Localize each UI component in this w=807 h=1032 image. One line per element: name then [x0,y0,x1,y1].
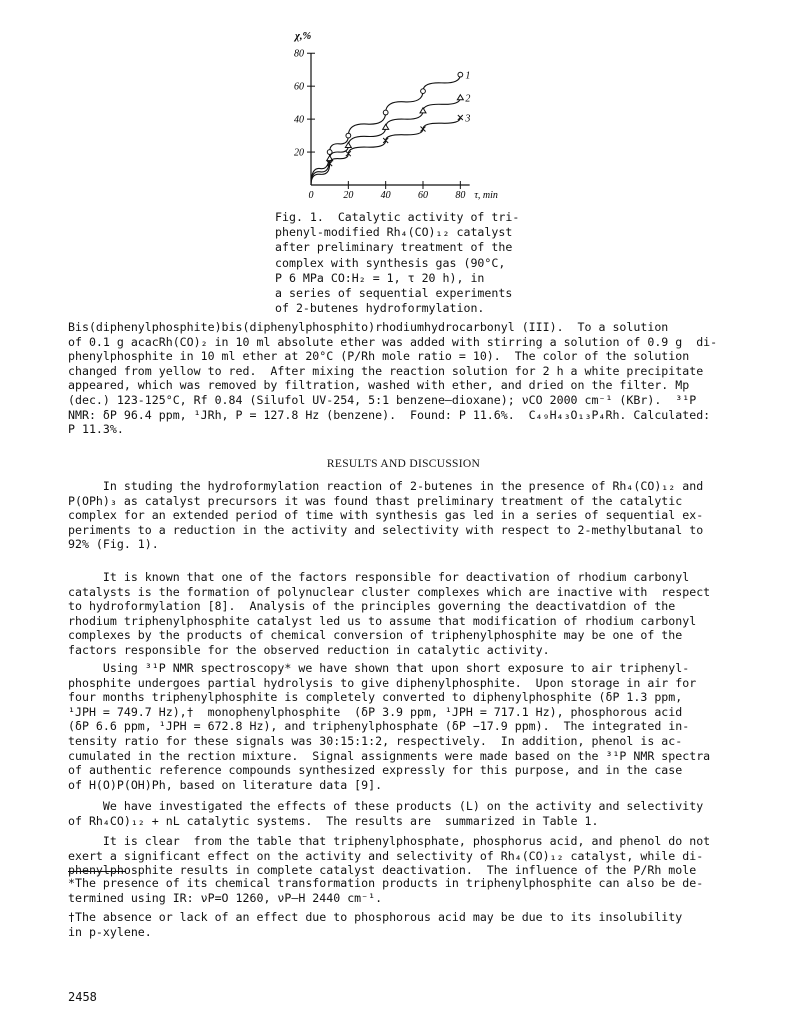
series-label: 2 [465,93,471,105]
x-axis-label: τ, min [474,190,498,201]
paragraph-5: It is clear from the table that triphenylphosphate, phosphorus acid, and phenol do not exert a significant effect on the activity and selectivity of Rh₄(CO)₁₂ catalyst, while di- phenylphosphite results in complete catalyst deactivation. The influence of the P/Rh mole [68,834,711,878]
figure-1-chart [0,0,807,215]
paragraph-4: We have investigated the effects of these products (L) on the activity and selectivity of Rh₄CO)₁₂ + nL catalytic systems. The results are summarized in Table 1. [68,799,704,828]
data-point [458,72,463,77]
compound-paragraph: Bis(diphenylphosphite)bis(diphenylphosphito)rhodiumhydrocarbonyl (III). To a solution of 0.1 g acacRh(CO)₂ in 10 ml absolute ether was added with stirring a solution of 0.9 g di- phenylphosphite in 10 ml ether at 20°C (P/Rh mole ratio = 10). The color of the solution changed from yellow to red. After mixing the reaction solution for 2 h a white precipitate appeared, which was removed by filtration, washed with ether, and dried on the filter. Mp (dec.) 123-125°C, Rf 0.84 (Silufol UV-254, 5:1 benzene–dioxane); νCO 2000 cm⁻¹ (KBr). ³¹P NMR: δP 96.4 ppm, ¹JRh, P = 127.8 Hz (benzene). Found: P 11.6%. C₄₉H₄₃O₁₃P₄Rh. Calculated: P 11.3%. [68,320,718,437]
y-tick-label: 40 [294,114,304,126]
y-axis-label: χ,% [295,31,312,42]
data-point [420,108,426,113]
series-label: 1 [465,70,471,82]
y-tick-label: 80 [294,48,304,60]
x-tick-label: 0 [308,190,314,201]
paragraph-3: Using ³¹P NMR spectroscopy* we have shown that upon short exposure to air triphenyl- phosphite undergoes partial hydrolysis to give diphenylphosphite. Upon storage in air for four months triphenylphosphite is completely converted to diphenylphosphite (δP 1.3 ppm, ¹JPH = 749.7 Hz),† monophenylphosphite (δP 3.9 ppm, ¹JPH = 717.1 Hz), phosphorous acid (δP 6.6 ppm, ¹JPH = 672.8 Hz), and triphenylphosphate (δP −17.9 ppm). The integrated in- tensity ratio for these signals was 30:15:1:2, respectively. In addition, phenol is ac- cumulated in the rection mixture. Signal assignments were made based on the ³¹P NMR spectra of authentic reference compounds synthesized expressly for this purpose, and in the case of H(O)P(OH)Ph, based on literature data [9]. [68,661,711,792]
page-number: 2458 [68,990,97,1004]
data-point [345,142,351,147]
y-tick-label: 60 [294,81,304,93]
x-tick-label: 20 [343,190,354,201]
data-point [421,89,426,94]
data-point [383,124,389,129]
figure-caption: Fig. 1. Catalytic activity of tri- phenyl-modified Rh₄(CO)₁₂ catalyst after preliminary treatment of the complex with synthesis gas (90°C, P 6 MPa CO:H₂ = 1, τ 20 h), in a series of sequential experiments of 2-butenes hydroformylation. [275,210,520,316]
x-tick-label: 80 [455,190,466,201]
section-heading: RESULTS AND DISCUSSION [326,458,481,470]
data-point [457,95,463,100]
data-point [383,110,388,115]
x-tick-label: 40 [380,190,391,201]
footnote-1: *The presence of its chemical transformation products in triphenylphosphite can also be de- termined using IR: νP=O 1260, νP–H 2440 cm⁻¹. [68,876,704,905]
paragraph-1: In studing the hydroformylation reaction of 2-butenes in the presence of Rh₄(CO)₁₂ and P(OPh)₃ as catalyst precursors it was found thast preliminary treatment of the catalytic complex for an extended period of time with synthesis gas led in a series of sequential ex- periments to a reduction in the activity and selectivity with respect to 2-methylbutanal to 92% (Fig. 1). [68,479,704,552]
footnote-2: †The absence or lack of an effect due to phosphorous acid may be due to its insolubility in p-xylene. [68,910,683,939]
data-point [346,133,351,138]
paragraph-2: It is known that one of the factors responsible for deactivation of rhodium carbonyl catalysts is the formation of polynuclear cluster complexes which are inactive with respect to hydroformylation [8]. Analysis of the principles governing the deactivatdion of the rhodium triphenylphosphite catalyst led us to assume that modification of rhodium carbonyl complexes by the products of chemical conversion of triphenylphosphite may be one of the factors responsible for the observed reduction in catalytic activity. [68,570,711,657]
x-tick-label: 60 [418,190,428,201]
footnote-rule [68,871,126,872]
y-tick-label: 20 [294,147,304,159]
series-label: 3 [465,113,471,125]
